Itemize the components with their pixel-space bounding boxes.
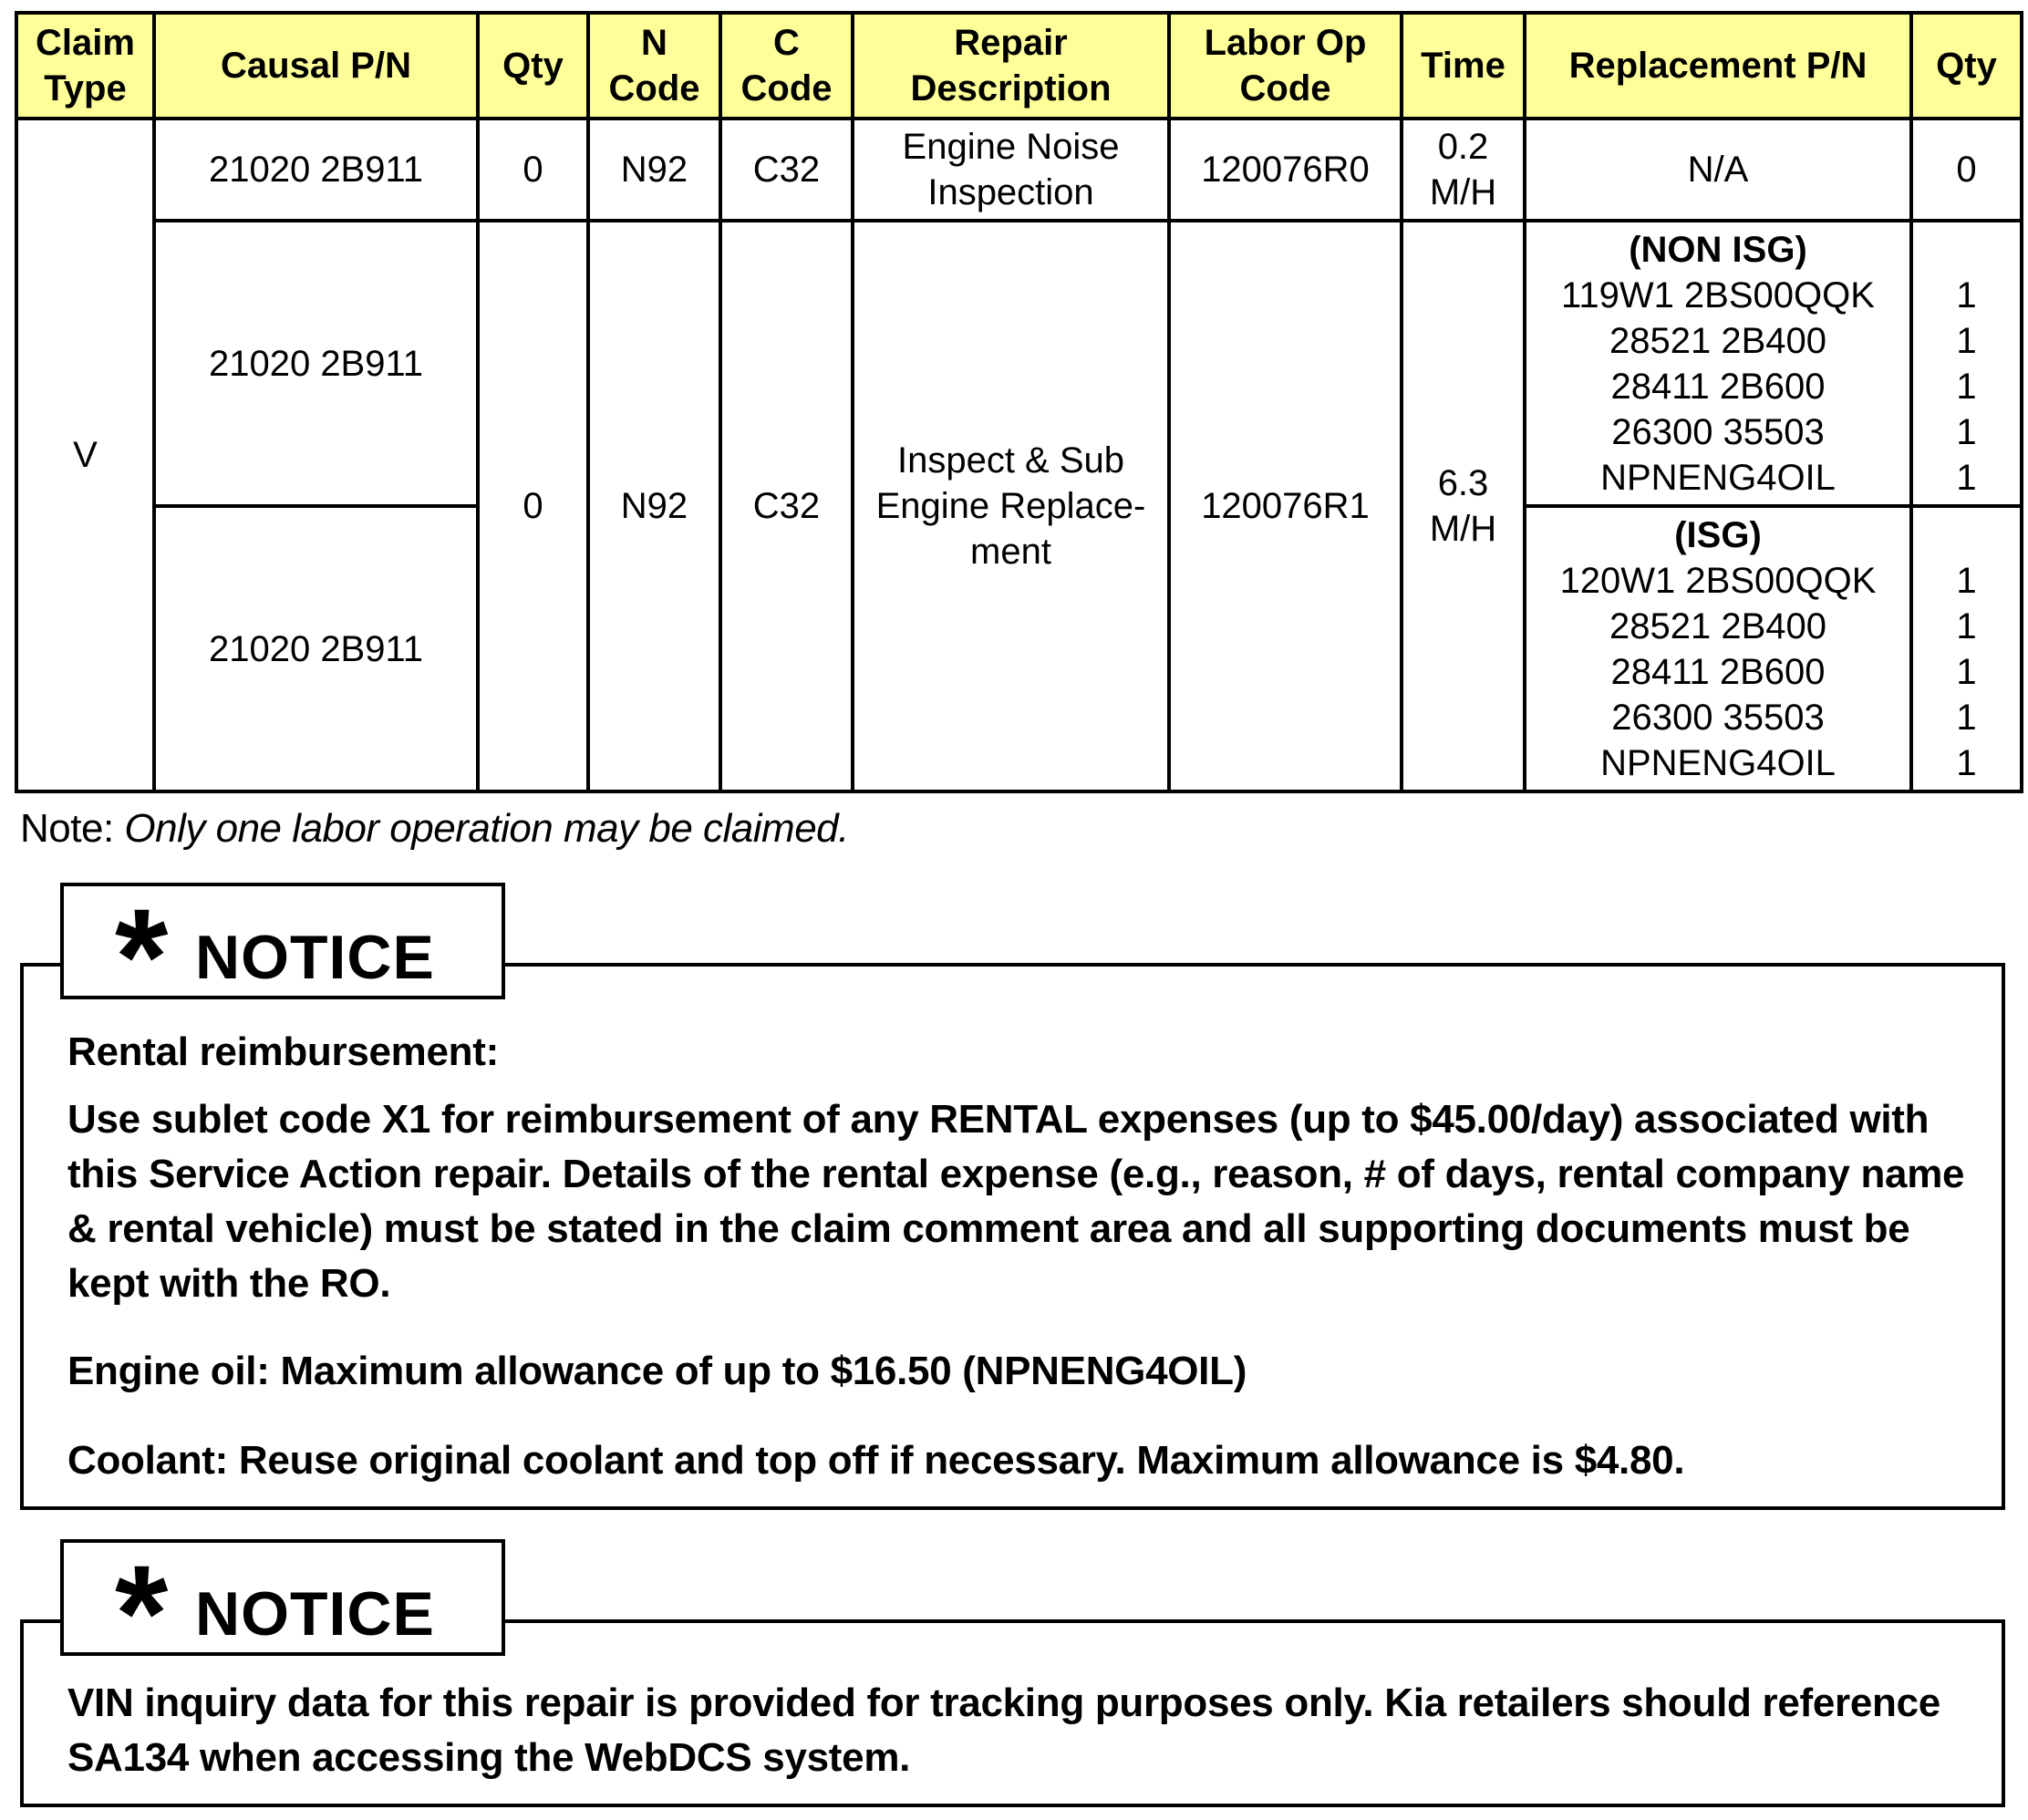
replacement-qty: 1 [1956, 605, 1977, 646]
repair-description-cell: Engine Noise Inspection [853, 119, 1169, 221]
header-replacement-pn: Replacement P/N [1525, 13, 1911, 119]
replacement-qty: 1 [1956, 274, 1977, 315]
replacement-qty: 1 [1956, 366, 1977, 407]
c-code-cell: C32 [720, 221, 853, 791]
time-cell: 0.2 M/H [1402, 119, 1525, 221]
replacement-pn-cell: N/A [1525, 119, 1911, 221]
qty-cell: 0 [478, 221, 588, 791]
n-code-cell: N92 [588, 119, 720, 221]
header-qty: Qty [478, 13, 588, 119]
replacement-qty: 1 [1956, 697, 1977, 738]
claim-type-cell: V [16, 119, 154, 791]
table-row [16, 119, 2022, 221]
note-text: Only one labor operation may be claimed. [124, 806, 849, 851]
causal-pn-cell: 21020 2B911 [154, 119, 478, 221]
replacement-qty: 1 [1956, 742, 1977, 783]
replacement-part: 28411 2B600 [1610, 366, 1826, 407]
replacement-qty: 1 [1956, 411, 1977, 452]
time-cell: 6.3 M/H [1402, 221, 1525, 791]
c-code-cell: C32 [720, 119, 853, 221]
causal-pn-cell: 21020 2B911 [154, 506, 478, 791]
replacement-pn-group-isg [1525, 506, 1911, 791]
header-repair-description: Repair Description [853, 13, 1169, 119]
asterisk-icon: * [115, 1536, 169, 1690]
rental-notice-box [20, 963, 2005, 1510]
replacement-qty-cell: 0 [1911, 119, 2022, 221]
replacement-part: 120W1 2BS00QQK [1559, 560, 1877, 601]
replacement-part: 28521 2B400 [1609, 605, 1826, 646]
vin-notice-body [67, 1676, 1965, 1785]
header-replacement-qty: Qty [1911, 13, 2022, 119]
table-header-row [16, 13, 2022, 119]
engine-oil-paragraph: Engine oil: Maximum allowance of up to $16.50 (NPNENG4OIL) [67, 1349, 1247, 1393]
header-time: Time [1402, 13, 1525, 119]
asterisk-icon: * [115, 880, 169, 1033]
replacement-qty: 1 [1956, 320, 1977, 361]
replacement-qty-group-isg [1911, 506, 2022, 791]
rental-notice-heading: Rental reimbursement: [67, 1029, 499, 1074]
header-causal-pn: Causal P/N [154, 13, 478, 119]
replacement-part: NPNENG4OIL [1600, 742, 1836, 783]
replacement-part: 28521 2B400 [1609, 320, 1826, 361]
replacement-qty-group-non-isg [1911, 221, 2022, 506]
notice-title: NOTICE [195, 1579, 435, 1649]
labor-op-code-cell: 120076R0 [1169, 119, 1402, 221]
coolant-paragraph: Coolant: Reuse original coolant and top off if necessary. Maximum allowance is $4.80. [67, 1438, 1685, 1483]
header-labor-op-code: Labor Op Code [1169, 13, 1402, 119]
replacement-qty: 1 [1956, 457, 1977, 498]
replacement-part: 28411 2B600 [1610, 651, 1826, 692]
vin-notice-paragraph: VIN inquiry data for this repair is provided for tracking purposes only. Kia retailers should reference SA134 when accessing the WebDCS system. [67, 1680, 1940, 1780]
header-n-code: N Code [588, 13, 720, 119]
group-label-isg: (ISG) [1674, 514, 1762, 555]
labor-op-code-cell: 120076R1 [1169, 221, 1402, 791]
replacement-part: NPNENG4OIL [1600, 457, 1836, 498]
claim-table [15, 11, 2023, 793]
rental-notice-paragraph: Use sublet code X1 for reimbursement of any RENTAL expenses (up to $45.00/day) associated with this Service Action repair. Details of the rental expense (e.g., reason, # of days, rental company name & rental vehicle) must be stated in the claim comment area and all supporting documents must be kept with the RO. [67, 1097, 1965, 1306]
note-label: Note: [20, 806, 114, 851]
header-claim-type: Claim Type [16, 13, 154, 119]
causal-pn-cell: 21020 2B911 [154, 221, 478, 506]
repair-description-cell: Inspect & Sub Engine Replace- ment [853, 221, 1169, 791]
replacement-part: 26300 35503 [1611, 411, 1825, 452]
replacement-pn-group-non-isg [1525, 221, 1911, 506]
replacement-part: 119W1 2BS00QQK [1561, 274, 1875, 315]
table-row [16, 221, 2022, 506]
notice-tab-2 [60, 1536, 505, 1690]
note-line [20, 806, 849, 852]
rental-notice-body [67, 1025, 1965, 1488]
n-code-cell: N92 [588, 221, 720, 791]
notice-tab-1 [60, 880, 505, 1033]
group-label-non-isg: (NON ISG) [1629, 229, 1807, 270]
header-c-code: C Code [720, 13, 853, 119]
replacement-part: 26300 35503 [1611, 697, 1825, 738]
replacement-qty: 1 [1956, 651, 1977, 692]
qty-cell: 0 [478, 119, 588, 221]
replacement-qty: 1 [1956, 560, 1977, 601]
notice-title: NOTICE [195, 923, 435, 992]
